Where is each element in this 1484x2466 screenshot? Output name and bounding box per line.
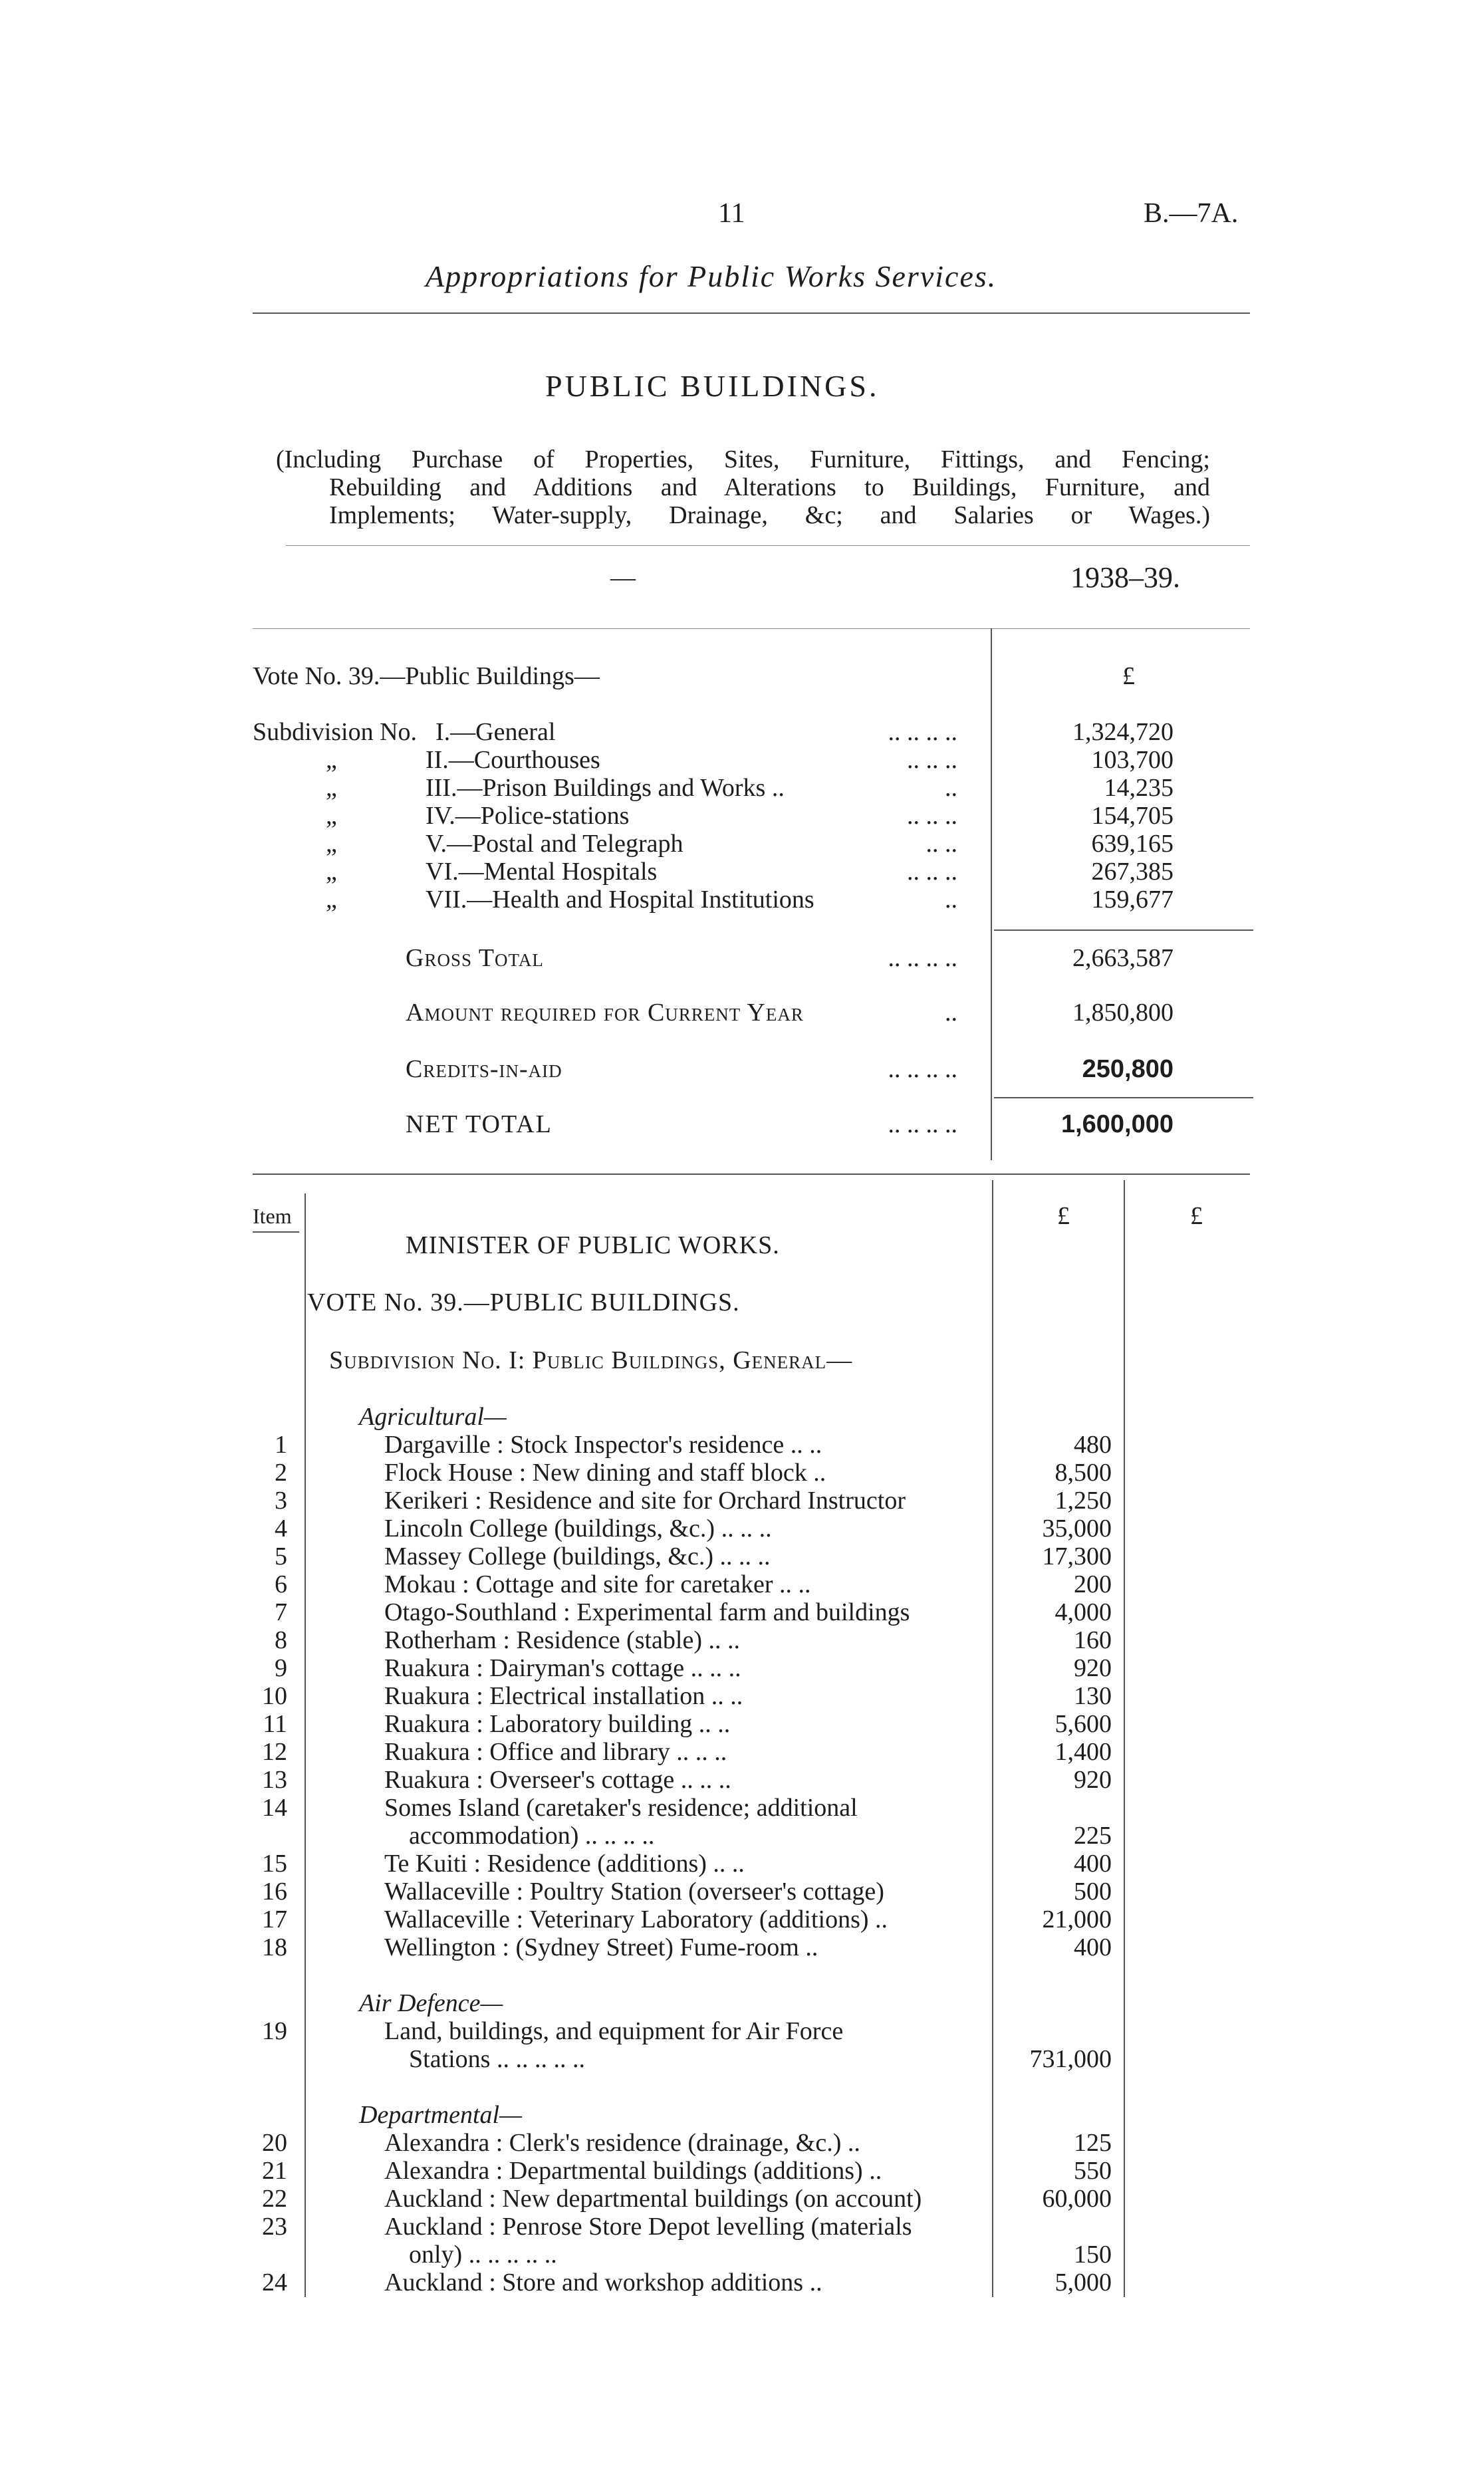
- item-description: Wallaceville : Veterinary Laboratory (additions) ..: [384, 1906, 888, 1933]
- subdivision-label: II.—Courthouses: [426, 746, 600, 774]
- leader-dots: ..: [945, 886, 957, 914]
- item-amount: 17,300: [1042, 1542, 1112, 1570]
- year-dash: —: [610, 564, 636, 592]
- item-amount: 1,400: [1054, 1738, 1112, 1766]
- item-column-rule: [305, 1193, 306, 2297]
- item-amount: 21,000: [1042, 1906, 1112, 1933]
- group-heading: Air Defence—: [359, 1989, 503, 2017]
- item-amount: 125: [1074, 2129, 1112, 2157]
- total-label: NET TOTAL: [406, 1110, 553, 1138]
- item-description: Ruakura : Dairyman's cottage .. .. ..: [384, 1654, 741, 1682]
- item-description: Flock House : New dining and staff block ..: [384, 1459, 826, 1487]
- subdivision-prefix: Subdivision No.: [253, 718, 418, 746]
- item-amount: 160: [1074, 1626, 1112, 1654]
- subdivision-amount: 1,324,720: [1072, 718, 1174, 746]
- note-rule: [286, 545, 1250, 546]
- subdivision-prefix: „: [326, 746, 337, 774]
- item-amount: 5,000: [1054, 2269, 1112, 2296]
- leader-dots: .. .. .. ..: [888, 718, 957, 746]
- subdivision-amount: 267,385: [1091, 858, 1174, 886]
- subdivision-label: VII.—Health and Hospital Institutions: [426, 886, 814, 914]
- item-description: Alexandra : Departmental buildings (additions) ..: [384, 2157, 882, 2185]
- item-description: Auckland : Store and workshop additions ..: [384, 2269, 822, 2296]
- subdivision-amount: 103,700: [1091, 746, 1174, 774]
- item-description: Otago-Southland : Experimental farm and buildings: [384, 1598, 910, 1626]
- item-amount: 400: [1074, 1850, 1112, 1878]
- item-description: Dargaville : Stock Inspector's residence .. ..: [384, 1431, 822, 1459]
- page-subtitle: Appropriations for Public Works Services.: [426, 259, 997, 293]
- item-description: Rotherham : Residence (stable) .. ..: [384, 1626, 741, 1654]
- leader-dots: .. .. ..: [907, 746, 957, 774]
- item-number: 13: [262, 1766, 287, 1794]
- item-amount: 60,000: [1042, 2185, 1112, 2213]
- subtotal-rule: [994, 929, 1253, 931]
- subdivision-prefix: „: [326, 886, 337, 914]
- item-number: 5: [275, 1542, 287, 1570]
- item-description: Somes Island (caretaker's residence; additional: [384, 1794, 858, 1822]
- item-number: 10: [262, 1682, 287, 1710]
- item-number: 16: [262, 1878, 287, 1906]
- vote-label: Vote No. 39.—Public Buildings—: [253, 662, 600, 690]
- leader-dots: .. .. ..: [907, 858, 957, 886]
- subdivision-amount: 639,165: [1091, 830, 1174, 858]
- item-description: Auckland : Penrose Store Depot levelling (materials: [384, 2213, 912, 2241]
- fiscal-year: 1938–39.: [1070, 561, 1180, 594]
- item-amount: 200: [1074, 1570, 1112, 1598]
- item-description: Auckland : New departmental buildings (on account): [384, 2185, 922, 2213]
- item-number: 20: [262, 2129, 287, 2157]
- subdivision-label: IV.—Police-stations: [426, 802, 630, 830]
- currency-header-1: £: [1057, 1202, 1070, 1230]
- leader-dots: ..: [945, 999, 957, 1027]
- total-amount: 1,600,000: [1060, 1110, 1174, 1138]
- summary-bottom-rule: [253, 1173, 1250, 1175]
- subdivision-amount: 154,705: [1091, 802, 1174, 830]
- leader-dots: .. .. ..: [907, 802, 957, 830]
- item-amount: 130: [1074, 1682, 1112, 1710]
- subdivision-prefix: „: [326, 830, 337, 858]
- item-description: Mokau : Cottage and site for caretaker .. ..: [384, 1570, 811, 1598]
- item-description: Stations .. .. .. .. ..: [409, 2045, 585, 2073]
- item-number: 17: [262, 1906, 287, 1933]
- item-number: 14: [262, 1794, 287, 1822]
- item-number: 2: [275, 1459, 287, 1487]
- leader-dots: .. .. .. ..: [888, 1110, 957, 1138]
- total-label: Credits-in-aid: [406, 1055, 562, 1083]
- item-number: 3: [275, 1487, 287, 1515]
- note-line: (Including Purchase of Properties, Sites, Furniture, Fittings, and Fencing;: [276, 445, 1210, 473]
- item-amount: 5,600: [1054, 1710, 1112, 1738]
- total-label: Amount required for Current Year: [406, 999, 804, 1027]
- item-number: 19: [262, 2017, 287, 2045]
- item-amount: 920: [1074, 1766, 1112, 1794]
- document-reference: B.—7A.: [1144, 198, 1239, 229]
- item-amount: 1,250: [1054, 1487, 1112, 1515]
- leader-dots: .. .. .. ..: [888, 944, 957, 972]
- summary-currency: £: [1122, 662, 1135, 690]
- item-number: 8: [275, 1626, 287, 1654]
- total-amount: 2,663,587: [1072, 944, 1174, 972]
- item-header-rule: [253, 1231, 299, 1233]
- item-number: 7: [275, 1598, 287, 1626]
- note-line: Implements; Water-supply, Drainage, &c; and Salaries or Wages.): [329, 501, 1210, 529]
- amount-column-rule: [992, 1180, 993, 2297]
- group-heading: Agricultural—: [359, 1403, 507, 1431]
- page-number: 11: [718, 198, 745, 229]
- header-rule: [253, 312, 1250, 314]
- item-amount: 150: [1074, 2241, 1112, 2269]
- item-description: Land, buildings, and equipment for Air Force: [384, 2017, 844, 2045]
- summary-column-rule: [991, 628, 992, 1160]
- item-number: 6: [275, 1570, 287, 1598]
- subdivision-amount: 14,235: [1104, 774, 1174, 802]
- item-number: 1: [275, 1431, 287, 1459]
- subdivision-heading: Subdivision No. I: Public Buildings, General—: [329, 1346, 853, 1374]
- item-description: Kerikeri : Residence and site for Orchard Instructor: [384, 1487, 906, 1515]
- item-amount: 731,000: [1029, 2045, 1112, 2073]
- leader-dots: .. ..: [926, 830, 957, 858]
- item-description: Ruakura : Overseer's cottage .. .. ..: [384, 1766, 731, 1794]
- item-number: 15: [262, 1850, 287, 1878]
- item-amount: 4,000: [1054, 1598, 1112, 1626]
- item-description: Wellington : (Sydney Street) Fume-room ..: [384, 1933, 818, 1961]
- item-amount: 550: [1074, 2157, 1112, 2185]
- item-description: only) .. .. .. .. ..: [409, 2241, 557, 2269]
- group-heading: Departmental—: [359, 2101, 522, 2129]
- item-description: Te Kuiti : Residence (additions) .. ..: [384, 1850, 745, 1878]
- minister-heading: MINISTER OF PUBLIC WORKS.: [406, 1231, 780, 1259]
- subdivision-label: III.—Prison Buildings and Works ..: [426, 774, 785, 802]
- item-amount: 500: [1074, 1878, 1112, 1906]
- item-number: 9: [275, 1654, 287, 1682]
- subdivision-prefix: „: [326, 802, 337, 830]
- item-number: 21: [262, 2157, 287, 2185]
- item-amount: 920: [1074, 1654, 1112, 1682]
- net-total-rule: [994, 1097, 1253, 1098]
- subdivision-prefix: „: [326, 858, 337, 886]
- item-number: 12: [262, 1738, 287, 1766]
- item-amount: 400: [1074, 1933, 1112, 1961]
- subdivision-label: I.—General: [435, 718, 556, 746]
- subdivision-label: VI.—Mental Hospitals: [426, 858, 658, 886]
- item-amount: 8,500: [1054, 1459, 1112, 1487]
- item-amount: 480: [1074, 1431, 1112, 1459]
- item-description: Ruakura : Laboratory building .. ..: [384, 1710, 731, 1738]
- subdivision-label: V.—Postal and Telegraph: [426, 830, 683, 858]
- item-number: 24: [262, 2269, 287, 2296]
- item-description: Ruakura : Office and library .. .. ..: [384, 1738, 727, 1766]
- leader-dots: .. .. .. ..: [888, 1055, 957, 1083]
- item-number: 11: [263, 1710, 287, 1738]
- vote-heading: VOTE No. 39.—PUBLIC BUILDINGS.: [307, 1289, 740, 1316]
- leader-dots: ..: [945, 774, 957, 802]
- item-number: 22: [262, 2185, 287, 2213]
- section-title: PUBLIC BUILDINGS.: [545, 369, 880, 403]
- item-description: Alexandra : Clerk's residence (drainage, &c.) ..: [384, 2129, 860, 2157]
- subdivision-prefix: „: [326, 774, 337, 802]
- total-label: Gross Total: [406, 944, 544, 972]
- year-rule: [253, 628, 1250, 629]
- item-header: Item: [253, 1204, 292, 1228]
- item-description: Massey College (buildings, &c.) .. .. ..: [384, 1542, 771, 1570]
- total-amount: 250,800: [1082, 1055, 1174, 1083]
- item-number: 18: [262, 1933, 287, 1961]
- currency-header-2: £: [1190, 1202, 1203, 1230]
- item-amount: 35,000: [1042, 1515, 1112, 1542]
- item-description: Wallaceville : Poultry Station (overseer's cottage): [384, 1878, 884, 1906]
- item-number: 23: [262, 2213, 287, 2241]
- item-description: accommodation) .. .. .. ..: [409, 1822, 655, 1850]
- item-description: Lincoln College (buildings, &c.) .. .. ..: [384, 1515, 772, 1542]
- subdivision-amount: 159,677: [1091, 886, 1174, 914]
- note-line: Rebuilding and Additions and Alterations to Buildings, Furniture, and: [329, 473, 1210, 501]
- total-column-rule: [1124, 1180, 1125, 2297]
- item-amount: 225: [1074, 1822, 1112, 1850]
- item-description: Ruakura : Electrical installation .. ..: [384, 1682, 743, 1710]
- item-number: 4: [275, 1515, 287, 1542]
- total-amount: 1,850,800: [1072, 999, 1174, 1027]
